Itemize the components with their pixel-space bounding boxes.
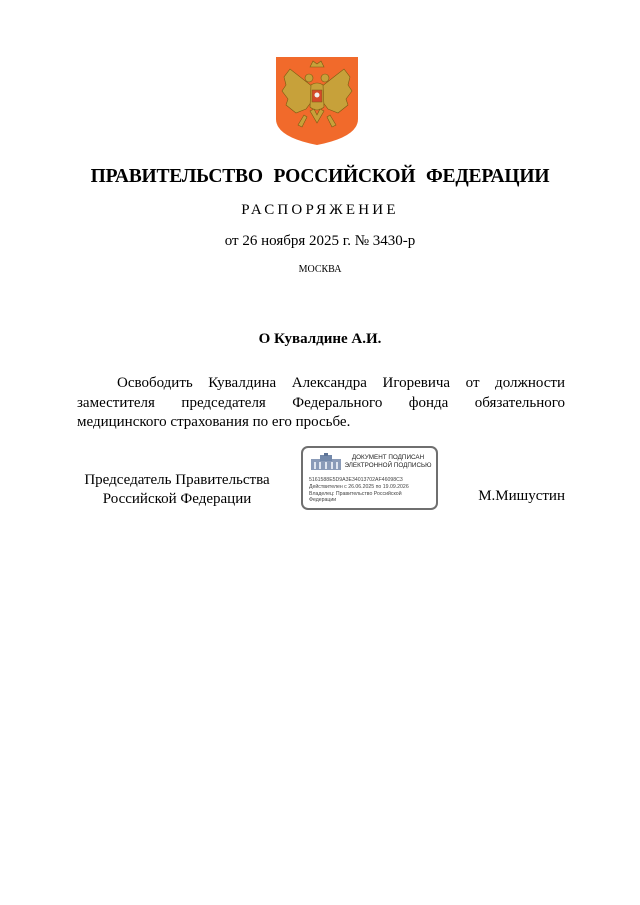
document-type: РАСПОРЯЖЕНИЕ: [241, 202, 399, 218]
government-building-icon: [309, 453, 343, 471]
organization-title: ПРАВИТЕЛЬСТВО РОССИЙСКОЙ ФЕДЕРАЦИИ: [90, 166, 550, 187]
electronic-signature-stamp: [301, 446, 438, 510]
stamp-validity: Действителен с 26.06.2025 по 19.09.2026: [309, 484, 409, 490]
signer-name: М.Мишустин: [478, 488, 565, 504]
stamp-title-line-2: ЭЛЕКТРОННОЙ ПОДПИСЬЮ: [344, 461, 432, 469]
signer-position-line-2: Российской Федерации: [102, 491, 252, 507]
stamp-owner-line-1: Владелец: Правительство Российской: [309, 491, 402, 497]
signer-position-line-1: Председатель Правительства: [84, 472, 270, 488]
signer-position: [77, 471, 277, 509]
stamp-title-line-1: ДОКУМЕНТ ПОДПИСАН: [351, 454, 425, 461]
document-subject: О Кувалдине А.И.: [258, 331, 382, 347]
stamp-title: [341, 454, 435, 469]
document-body: Освободить Кувалдина Александра Игоревича от должности заместителя председателя Федерального фонда обязательного медицинского страхования по его просьбе.: [77, 375, 565, 430]
document-city: МОСКВА: [298, 264, 342, 275]
stamp-owner-line-2: Федерации: [309, 497, 337, 503]
coat-of-arms-icon: [276, 57, 358, 145]
document-date-number: от 26 ноября 2025 г. № 3430-р: [224, 233, 416, 249]
stamp-certificate: 5161588E5D9A3E34013702AF46098C3: [309, 477, 403, 483]
coat-of-arms-emblem: [276, 57, 358, 145]
